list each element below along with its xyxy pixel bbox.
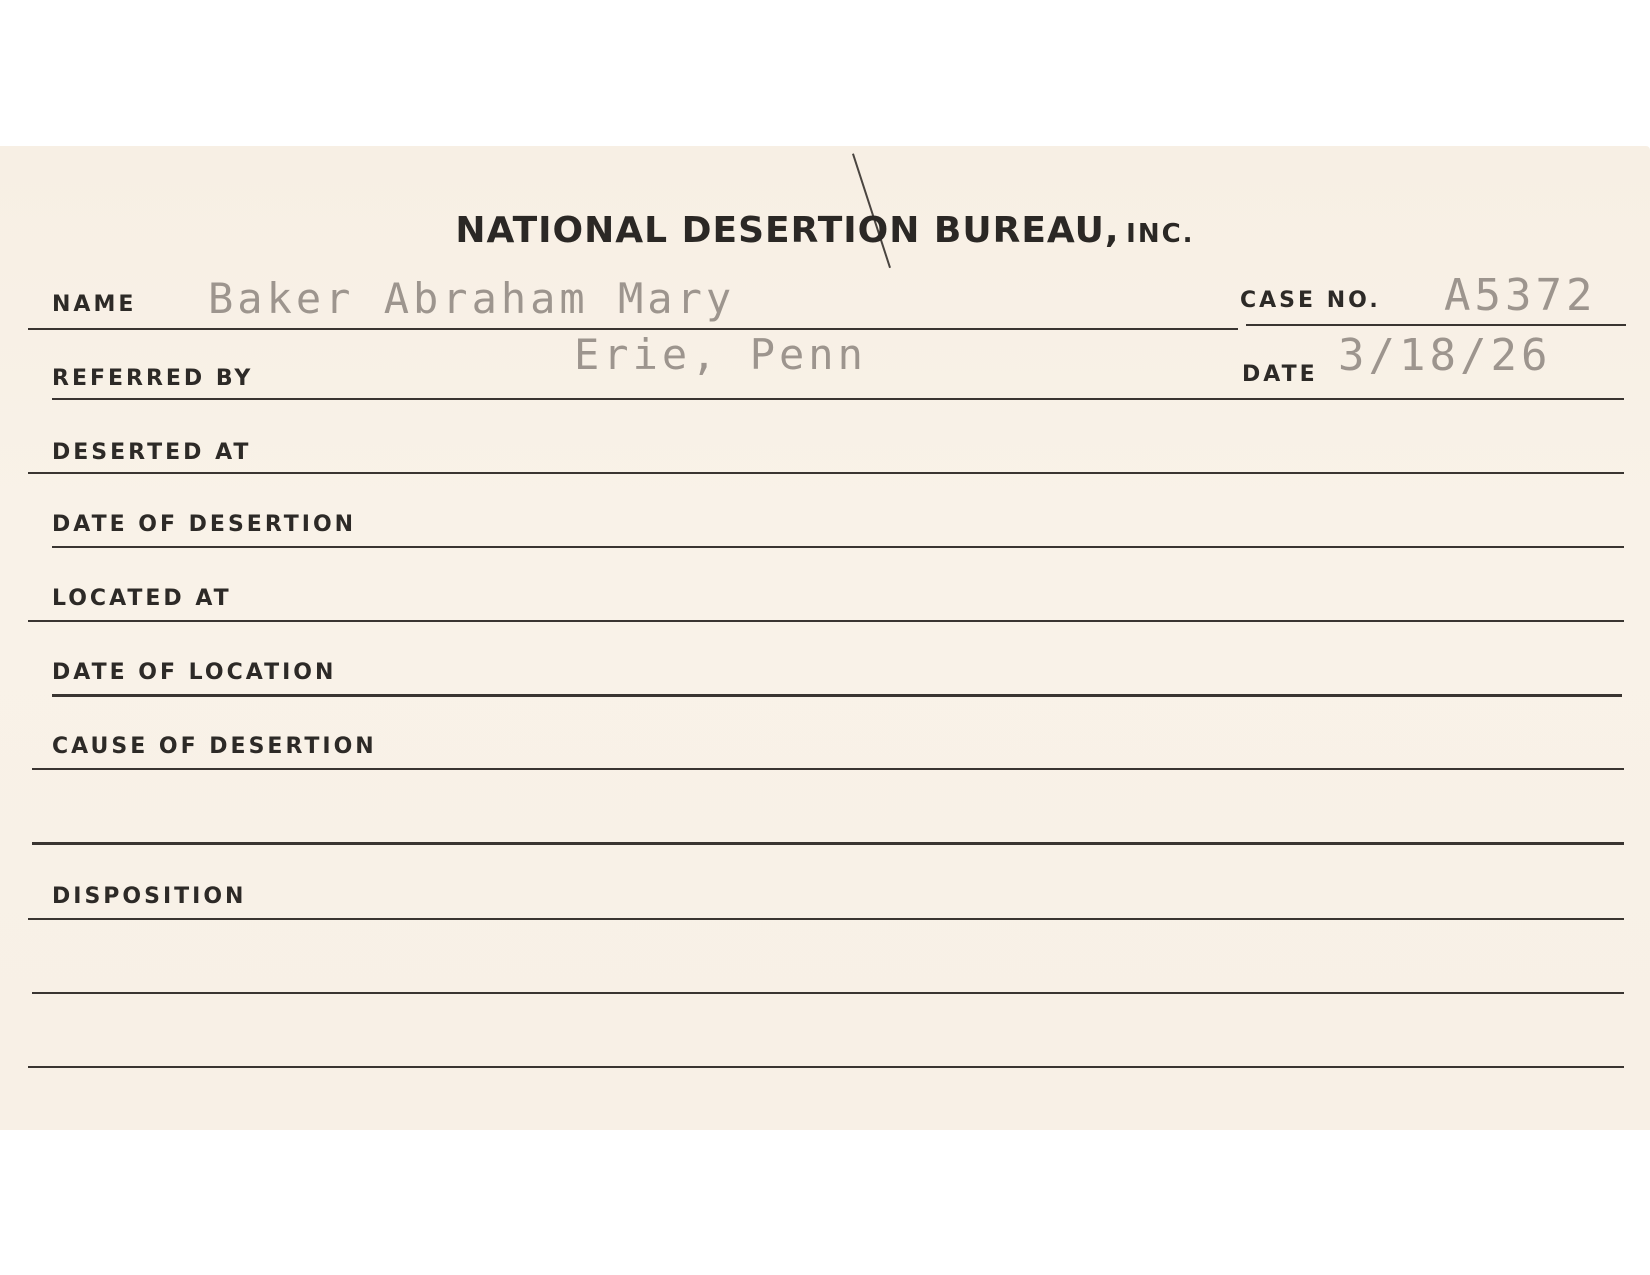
index-card [0, 146, 1650, 1130]
deserted-at-label: DESERTED AT [52, 440, 252, 465]
deserted-at-line [28, 472, 1624, 474]
cause-continuation-line [32, 842, 1624, 845]
located-at-label: LOCATED AT [52, 586, 232, 611]
name-label: NAME [52, 292, 137, 317]
date-value: 3/18/26 [1338, 330, 1552, 381]
referred-by-value: Erie, Penn [574, 330, 867, 379]
referred-by-line [52, 398, 1242, 400]
date-of-location-label: DATE OF LOCATION [52, 660, 337, 685]
case-no-line [1246, 324, 1626, 326]
date-of-desertion-line [52, 546, 1624, 548]
bureau-suffix: INC. [1126, 219, 1195, 249]
referred-by-label: REFERRED BY [52, 366, 254, 391]
blank-line-1 [32, 992, 1624, 994]
cause-of-desertion-line [32, 768, 1624, 770]
date-label: DATE [1242, 362, 1318, 387]
date-of-desertion-label: DATE OF DESERTION [52, 512, 357, 537]
cause-of-desertion-label: CAUSE OF DESERTION [52, 734, 377, 759]
bureau-name: NATIONAL DESERTION BUREAU, [455, 210, 1120, 251]
card-title [0, 210, 1650, 251]
name-value: Baker Abraham Mary [208, 274, 736, 323]
case-no-label: CASE NO. [1240, 288, 1381, 313]
blank-line-2 [28, 1066, 1624, 1068]
date-of-location-line [52, 694, 1622, 697]
date-line [1242, 398, 1624, 400]
disposition-line [28, 918, 1624, 920]
disposition-label: DISPOSITION [52, 884, 247, 909]
located-at-line [28, 620, 1624, 622]
case-no-value: A5372 [1444, 270, 1597, 321]
